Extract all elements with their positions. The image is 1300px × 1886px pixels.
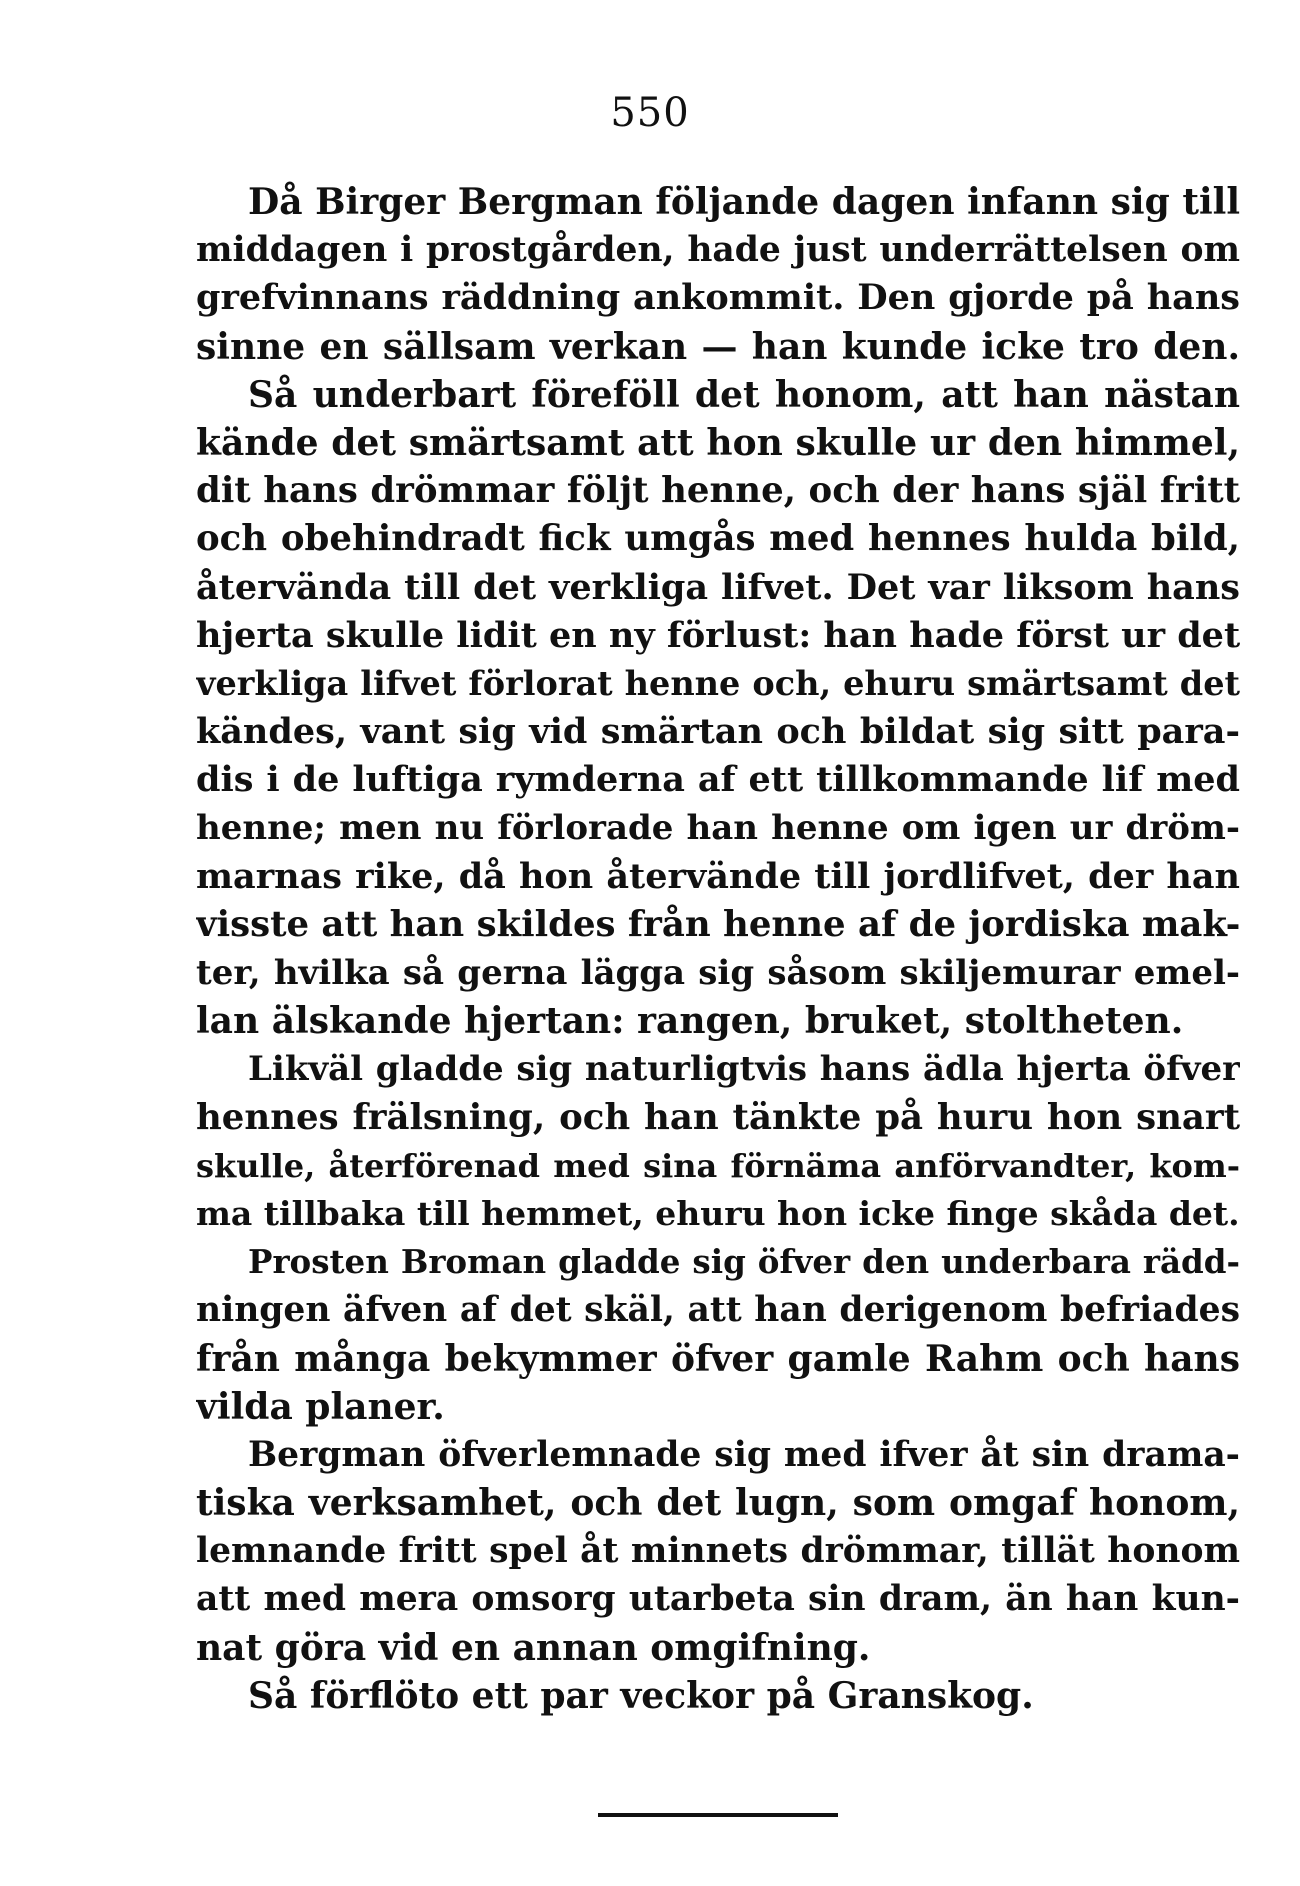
text-line: dis i de luftiga rymderna af ett tillkommande lif med <box>196 759 1240 801</box>
text-line: ningen äfven af det skäl, att han derigenom befriades <box>196 1290 1240 1331</box>
text-line: och obehindradt fick umgås med hennes hulda bild, <box>196 518 1240 560</box>
text-line: från många bekymmer öfver gamle Rahm och hans <box>196 1337 1240 1380</box>
end-rule <box>598 1813 838 1817</box>
text-line: lemnande fritt spel åt minnets drömmar, tillät honom <box>196 1531 1240 1572</box>
body-text <box>196 178 1240 1720</box>
text-line: att med mera omsorg utarbeta sin dram, än han kun- <box>196 1579 1240 1620</box>
text-line: ter, hvilka så gerna lägga sig såsom skiljemurar emel- <box>196 953 1240 993</box>
text-line: skulle, återförenad med sina förnäma anförvandter, kom- <box>196 1146 1240 1185</box>
text-line: sinne en sällsam verkan — han kunde icke tro den. <box>196 325 1240 368</box>
text-line: lan älskande hjertan: rangen, bruket, stoltheten. <box>196 1000 1184 1043</box>
text-line: marnas rike, då hon återvände till jordlifvet, der han <box>196 855 1240 897</box>
text-line: Då Birger Bergman följande dagen infann sig till <box>248 181 1240 223</box>
text-line: Bergman öfverlemnade sig med ifver åt sin drama- <box>248 1434 1240 1475</box>
page-number: 550 <box>610 90 690 136</box>
text-line: återvända till det verkliga lifvet. Det var liksom hans <box>196 566 1240 608</box>
text-line: dit hans drömmar följt henne, och der hans själ fritt <box>196 470 1240 512</box>
text-line: nat göra vid en annan omgifning. <box>196 1626 871 1669</box>
text-line: tiska verksamhet, och det lugn, som omgaf honom, <box>196 1482 1240 1525</box>
text-line: vilda planer. <box>196 1385 445 1428</box>
text-line: Så förflöto ett par veckor på Granskog. <box>248 1674 1034 1717</box>
text-line: ma tillbaka till hemmet, ehuru hon icke finge skåda det. <box>196 1193 1240 1233</box>
text-line: grefvinnans räddning ankommit. Den gjorde på hans <box>196 277 1240 319</box>
text-line: visste att han skildes från henne af de jordiska mak- <box>196 903 1240 945</box>
text-line: Prosten Broman gladde sig öfver den underbara rädd- <box>248 1242 1240 1282</box>
text-line: henne; men nu förlorade han henne om igen ur dröm- <box>196 808 1240 849</box>
text-line: Likväl gladde sig naturligtvis hans ädla hjerta öfver <box>248 1049 1240 1090</box>
text-line: Så underbart föreföll det honom, att han nästan <box>248 373 1240 416</box>
text-line: hjerta skulle lidit en ny förlust: han hade först ur det <box>196 614 1240 656</box>
text-line: kände det smärtsamt att hon skulle ur den himmel, <box>196 421 1240 464</box>
text-line: verkliga lifvet förlorat henne och, ehuru smärtsamt det <box>196 663 1240 703</box>
text-line: middagen i prostgården, hade just underrättelsen om <box>196 230 1240 271</box>
text-line: hennes frälsning, och han tänkte på huru hon snart <box>196 1096 1240 1138</box>
text-line: kändes, vant sig vid smärtan och bildat sig sitt para- <box>196 711 1240 753</box>
